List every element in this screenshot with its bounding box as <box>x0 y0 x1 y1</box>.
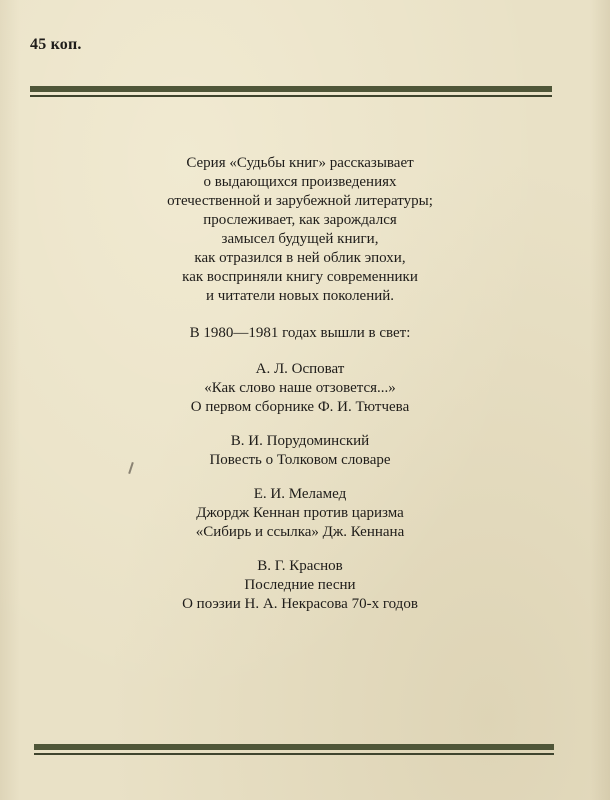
intro-line: отечественной и зарубежной литературы; <box>167 193 433 209</box>
price-label: 45 коп. <box>30 36 82 53</box>
intro-line: замысел будущей книги, <box>221 231 379 247</box>
book-entry <box>100 557 500 614</box>
book-entry <box>100 432 500 470</box>
book-author: А. Л. Осповат <box>255 361 345 377</box>
series-intro <box>100 154 500 306</box>
series-description-block <box>100 154 500 629</box>
intro-line: о выдающихся произведениях <box>203 174 397 190</box>
book-entry <box>100 360 500 417</box>
book-title-line: О первом сборнике Ф. И. Тютчева <box>190 399 410 415</box>
intro-line: и читатели новых поколений. <box>205 288 395 304</box>
book-title-line: «Как слово наше отзовется...» <box>204 380 396 396</box>
bottom-rule-thin <box>34 753 554 755</box>
bottom-double-rule <box>34 744 554 755</box>
book-title-line: О поэзии Н. А. Некрасова 70-х годов <box>182 596 418 612</box>
book-title-line: Повесть о Толковом словаре <box>209 452 391 468</box>
published-heading: В 1980—1981 годах вышли в свет: <box>189 325 411 341</box>
book-author: В. И. Порудоминский <box>230 433 370 449</box>
intro-line: как восприняли книгу современники <box>182 269 418 285</box>
book-author: В. Г. Краснов <box>257 558 343 574</box>
book-title-line: «Сибирь и ссылка» Дж. Кеннана <box>195 524 405 540</box>
book-entry <box>100 485 500 542</box>
intro-line: прослеживает, как зарождался <box>203 212 397 228</box>
intro-line: как отразился в ней облик эпохи, <box>194 250 406 266</box>
book-author: Е. И. Меламед <box>253 486 347 502</box>
intro-line: Серия «Судьбы книг» рассказывает <box>186 155 414 171</box>
top-rule-thin <box>30 95 552 97</box>
book-title-line: Последние песни <box>244 577 356 593</box>
book-title-line: Джордж Кеннан против царизма <box>196 505 404 521</box>
top-double-rule <box>30 86 552 97</box>
